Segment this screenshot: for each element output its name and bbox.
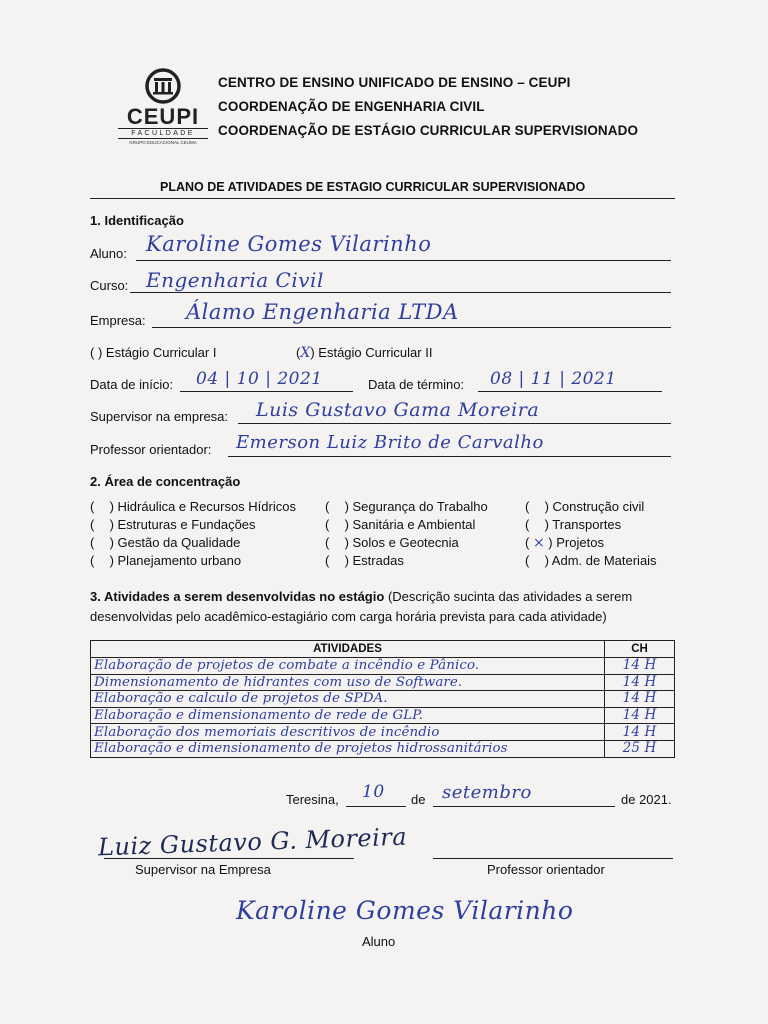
estagio-1-label: Estágio Curricular I <box>105 345 217 360</box>
supervisor-value[interactable]: Luis Gustavo Gama Moreira <box>256 399 540 421</box>
area-checkbox-close: ) <box>544 535 557 550</box>
section-identificacao-heading: 1. Identificação <box>90 213 184 228</box>
ch-cell[interactable]: 14 H <box>605 724 675 741</box>
area-checkbox-close: ) <box>340 517 353 532</box>
empresa-value[interactable]: Álamo Engenharia LTDA <box>186 300 459 324</box>
area-checkbox-open: ( <box>90 517 98 532</box>
area-option-label: Estruturas e Fundações <box>117 517 256 532</box>
aluno-signature: Karoline Gomes Vilarinho <box>236 896 574 925</box>
area-checkbox-mark[interactable]: × <box>532 535 545 551</box>
area-checkbox-open: ( <box>325 535 333 550</box>
ch-column-header: CH <box>605 641 675 658</box>
area-checkbox-close: ) <box>105 553 118 568</box>
aluno-label: Aluno: <box>90 246 127 261</box>
header-coordination: COORDENAÇÃO DE ENGENHARIA CIVIL <box>218 99 485 114</box>
logo-group: GRUPO EDUCACIONAL CEUMA <box>129 140 197 145</box>
city-label: Teresina, <box>286 792 339 807</box>
area-checkbox-close: ) <box>540 517 553 532</box>
activity-cell[interactable]: Elaboração e calculo de projetos de SPDA. <box>91 691 605 708</box>
table-row <box>91 707 675 724</box>
area-option-label: Construção civil <box>552 499 645 514</box>
area-option-label: Projetos <box>556 535 604 550</box>
curso-line <box>130 292 671 293</box>
table-row <box>91 691 675 708</box>
estagio-1-checkbox[interactable]: ( ) <box>90 345 103 360</box>
area-checkbox-close: ) <box>340 499 353 514</box>
inicio-label: Data de início: <box>90 377 174 392</box>
area-option[interactable] <box>325 499 488 514</box>
empresa-line <box>152 327 671 328</box>
area-checkbox-open: ( <box>90 553 98 568</box>
aluno-value[interactable]: Karoline Gomes Vilarinho <box>146 232 432 256</box>
supervisor-signature: Luiz Gustavo G. Moreira <box>97 822 408 862</box>
estagio-2-open: ( <box>296 345 301 360</box>
professor-label: Professor orientador: <box>90 442 212 457</box>
area-checkbox-close: ) <box>340 553 353 568</box>
logo-subtitle: FACULDADE <box>118 128 208 139</box>
activities-header-row <box>91 641 675 658</box>
area-option-label: Transportes <box>552 517 622 532</box>
area-checkbox-open: ( <box>525 517 533 532</box>
area-option[interactable] <box>90 517 256 532</box>
area-checkbox-close: ) <box>540 499 553 514</box>
professor-line <box>228 456 671 457</box>
activity-cell[interactable]: Elaboração de projetos de combate a incêndio e Pânico. <box>91 658 605 675</box>
table-row <box>91 724 675 741</box>
area-option-label: Sanitária e Ambiental <box>352 517 476 532</box>
area-checkbox-open: ( <box>525 499 533 514</box>
header-institution: CENTRO DE ENSINO UNIFICADO DE ENSINO – CEUPI <box>218 75 571 90</box>
area-option[interactable] <box>525 517 621 532</box>
supervisor-label: Supervisor na empresa: <box>90 409 229 424</box>
section-area-heading: 2. Área de concentração <box>90 474 241 489</box>
area-checkbox-open: ( <box>90 535 98 550</box>
ch-cell[interactable]: 14 H <box>605 674 675 691</box>
area-option-label: Gestão da Qualidade <box>117 535 241 550</box>
table-row <box>91 674 675 691</box>
month-line <box>433 806 615 807</box>
table-row <box>91 740 675 757</box>
curso-label: Curso: <box>90 278 129 293</box>
inicio-value[interactable]: 04 | 10 | 2021 <box>196 369 323 389</box>
area-option[interactable] <box>90 499 296 514</box>
area-option[interactable] <box>325 553 404 568</box>
day-value[interactable]: 10 <box>362 782 385 802</box>
area-checkbox-close: ) <box>105 499 118 514</box>
area-option-label: Estradas <box>352 553 404 568</box>
estagio-1-option[interactable] <box>90 345 216 360</box>
area-checkbox-open: ( <box>325 499 333 514</box>
ch-cell[interactable]: 14 H <box>605 691 675 708</box>
supervisor-line <box>238 423 671 424</box>
area-option-label: Adm. de Materiais <box>551 553 657 568</box>
area-checkbox-open: ( <box>325 517 333 532</box>
estagio-2-label: Estágio Curricular II <box>318 345 433 360</box>
year-label: de 2021. <box>621 792 672 807</box>
area-option-label: Hidráulica e Recursos Hídricos <box>117 499 296 514</box>
month-value[interactable]: setembro <box>442 782 532 803</box>
professor-signature-line <box>433 858 673 859</box>
day-line <box>346 806 406 807</box>
activity-cell[interactable]: Dimensionamento de hidrantes com uso de Software. <box>91 674 605 691</box>
activity-cell[interactable]: Elaboração dos memoriais descritivos de incêndio <box>91 724 605 741</box>
ch-cell[interactable]: 25 H <box>605 740 675 757</box>
logo-text: CEUPI <box>126 104 200 129</box>
activity-cell[interactable]: Elaboração e dimensionamento de rede de GLP. <box>91 707 605 724</box>
section-atividades-heading: 3. Atividades a serem desenvolvidas no estágio <box>90 589 385 604</box>
estagio-2-mark[interactable]: X <box>300 345 311 361</box>
area-checkbox-open: ( <box>90 499 98 514</box>
area-checkbox-open: ( <box>525 535 533 550</box>
area-checkbox-open: ( <box>325 553 333 568</box>
area-option[interactable] <box>525 535 604 551</box>
activities-table <box>90 640 675 758</box>
area-checkbox-open: ( <box>525 553 533 568</box>
professor-value[interactable]: Emerson Luiz Brito de Carvalho <box>236 432 544 453</box>
activities-column-header: ATIVIDADES <box>91 641 605 658</box>
table-row <box>91 658 675 675</box>
estagio-2-close: ) <box>310 345 315 360</box>
area-option[interactable] <box>90 553 241 568</box>
area-option-label: Segurança do Trabalho <box>352 499 488 514</box>
area-option[interactable] <box>525 553 657 568</box>
document-title: PLANO DE ATIVIDADES DE ESTAGIO CURRICULAR SUPERVISIONADO <box>160 180 586 194</box>
supervisor-signature-label: Supervisor na Empresa <box>135 862 271 877</box>
area-option[interactable] <box>325 517 475 532</box>
aluno-line <box>136 260 671 261</box>
curso-value[interactable]: Engenharia Civil <box>146 268 324 292</box>
area-checkbox-close: ) <box>340 535 353 550</box>
section-atividades <box>90 587 690 627</box>
empresa-label: Empresa: <box>90 313 146 328</box>
title-underline <box>90 198 675 199</box>
activity-cell[interactable]: Elaboração e dimensionamento de projetos hidrossanitários <box>91 740 605 757</box>
termino-label: Data de término: <box>368 377 465 392</box>
area-option[interactable] <box>325 535 459 550</box>
termino-line <box>478 391 662 392</box>
aluno-signature-label: Aluno <box>362 934 396 949</box>
area-option[interactable] <box>90 535 240 550</box>
supervisor-signature-line <box>104 858 354 859</box>
area-option-label: Planejamento urbano <box>117 553 242 568</box>
professor-signature-label: Professor orientador <box>487 862 605 877</box>
ch-cell[interactable]: 14 H <box>605 658 675 675</box>
ch-cell[interactable]: 14 H <box>605 707 675 724</box>
area-checkbox-close: ) <box>105 517 118 532</box>
estagio-2-option[interactable] <box>296 345 432 361</box>
area-checkbox-close: ) <box>540 553 552 568</box>
header-internship-coordination: COORDENAÇÃO DE ESTÁGIO CURRICULAR SUPERVISIONADO <box>218 123 639 138</box>
termino-value[interactable]: 08 | 11 | 2021 <box>490 369 617 389</box>
area-option-label: Solos e Geotecnia <box>352 535 459 550</box>
de-label: de <box>411 792 426 807</box>
section-atividades-description: (Descrição sucinta das atividades a serem desenvolvidas pelo acadêmico-estagiário com carga horária prevista para cada atividade) <box>90 589 633 624</box>
area-checkbox-close: ) <box>105 535 118 550</box>
area-option[interactable] <box>525 499 644 514</box>
inicio-line <box>180 391 353 392</box>
